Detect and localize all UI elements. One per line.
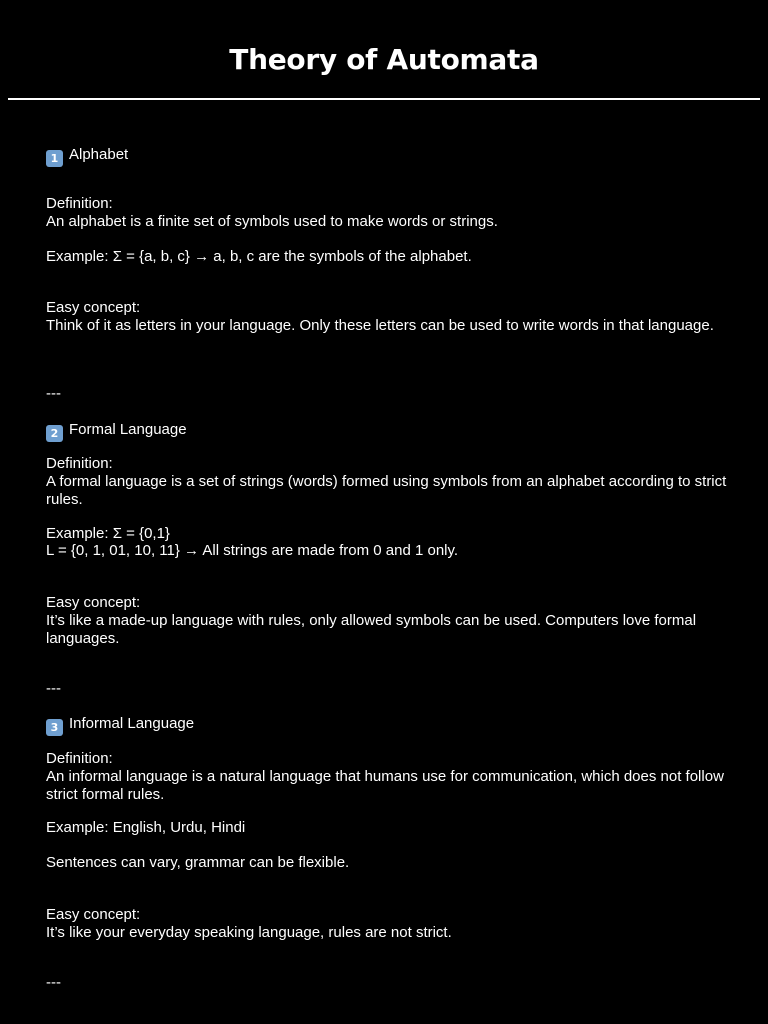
section-heading-text: Alphabet: [69, 146, 129, 163]
section-heading-alphabet: [46, 146, 736, 167]
definition-label: Definition:: [46, 195, 113, 212]
definition-text: An informal language is a natural language that humans use for communication, which does not follow strict formal rules.: [46, 768, 724, 803]
example-text: Example: Σ = {0,1}: [46, 525, 170, 542]
example-text: Example: Σ = {a, b, c} → a, b, c are the symbols of the alphabet.: [46, 248, 472, 265]
section-separator: ---: [46, 385, 61, 402]
section-heading-text: Informal Language: [69, 715, 195, 732]
definition-text: An alphabet is a finite set of symbols used to make words or strings.: [46, 213, 498, 230]
easy-concept-text: Think of it as letters in your language. Only these letters can be used to write words in that language.: [46, 317, 714, 334]
easy-concept-label: Easy concept:: [46, 594, 141, 611]
keycap-number-icon: 2: [46, 425, 63, 442]
section-heading-text: Formal Language: [69, 421, 187, 438]
note-text: Sentences can vary, grammar can be flexible.: [46, 854, 350, 871]
definition-text: A formal language is a set of strings (words) formed using symbols from an alphabet according to strict rules.: [46, 473, 727, 508]
title-divider: [8, 98, 760, 100]
example-text-continued: L = {0, 1, 01, 10, 11} → All strings are made from 0 and 1 only.: [46, 542, 459, 559]
easy-concept-label: Easy concept:: [46, 906, 141, 923]
easy-concept-label: Easy concept:: [46, 299, 141, 316]
easy-concept-text: It’s like a made-up language with rules, only allowed symbols can be used. Computers love formal languages.: [46, 612, 697, 647]
keycap-number-icon: 1: [46, 150, 63, 167]
page-title: Theory of Automata: [229, 43, 539, 76]
definition-label: Definition:: [46, 750, 113, 767]
section-heading-formal-language: [46, 421, 736, 442]
easy-concept-text: It’s like your everyday speaking language, rules are not strict.: [46, 924, 452, 941]
section-separator: ---: [46, 680, 61, 697]
keycap-number-icon: 3: [46, 719, 63, 736]
example-text: Example: English, Urdu, Hindi: [46, 819, 246, 836]
definition-label: Definition:: [46, 455, 113, 472]
section-separator: ---: [46, 974, 61, 991]
section-heading-informal-language: [46, 715, 736, 736]
